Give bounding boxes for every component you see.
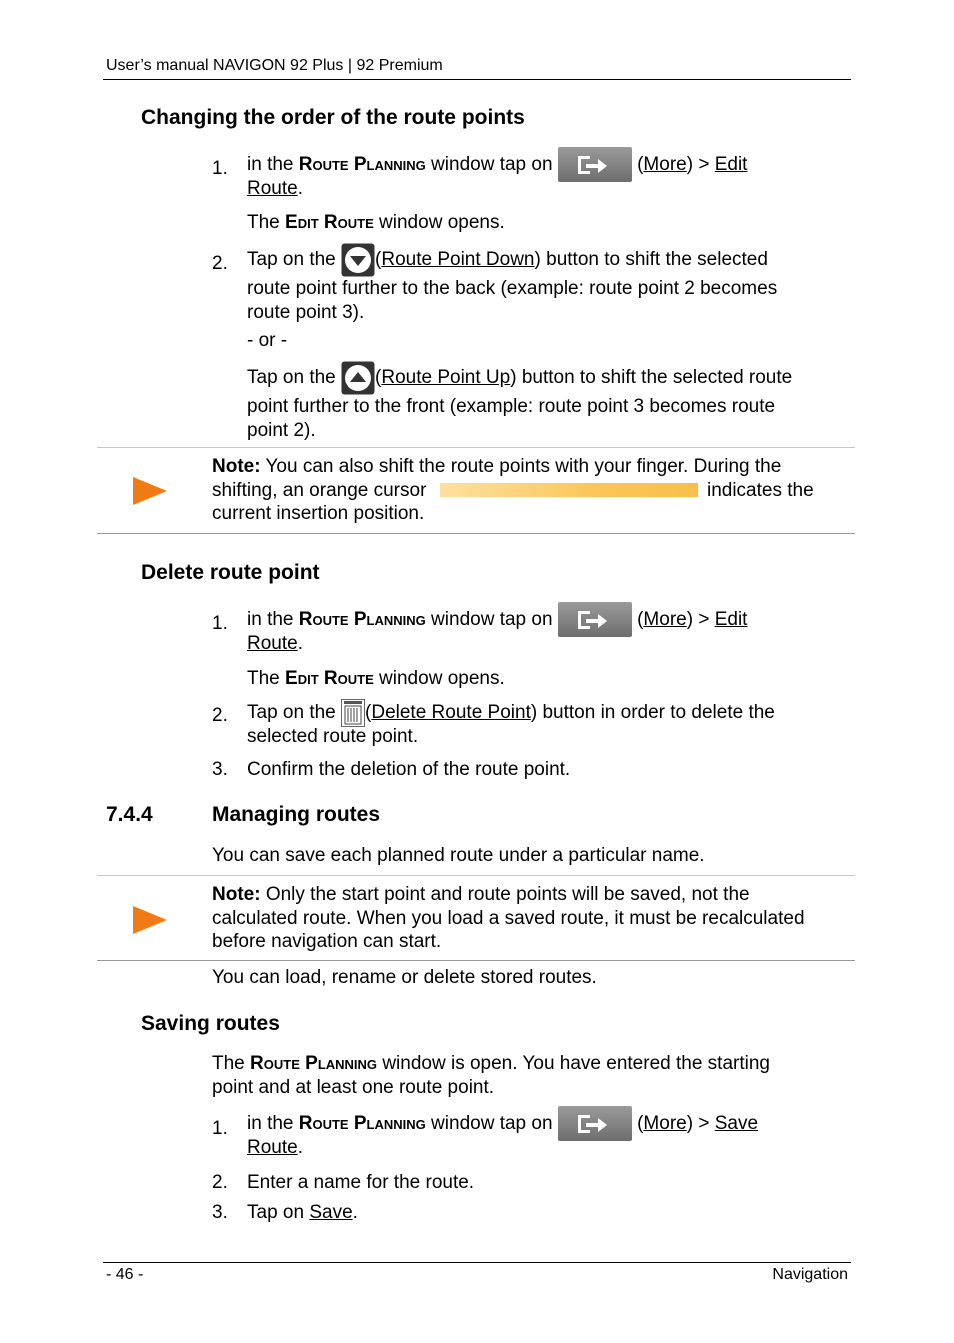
step-number: 1. [212, 158, 228, 179]
running-header: User’s manual NAVIGON 92 Plus | 92 Premium [106, 57, 443, 74]
heading-change-order: Changing the order of the route points [141, 106, 525, 129]
trash-icon[interactable] [341, 699, 365, 727]
footer-section: Navigation [772, 1266, 848, 1283]
route-point-down-link[interactable]: Route Point Down [381, 249, 535, 271]
step-number: 3. [212, 1202, 228, 1223]
step-number: 2. [212, 1172, 228, 1193]
step-edit-route: in the Route Planning window tap on (More) > Edit Route. [247, 602, 847, 656]
managing-intro: You can save each planned route under a particular name. [212, 845, 705, 866]
step-tap-save: Tap on Save. [247, 1202, 358, 1223]
route-link[interactable]: Route [247, 633, 298, 654]
load-rename-text: You can load, rename or delete stored routes. [212, 967, 597, 988]
heading-saving-routes: Saving routes [141, 1012, 280, 1035]
save-link[interactable]: Save [309, 1202, 353, 1223]
footer-rule [103, 1262, 851, 1263]
more-link[interactable]: More [643, 154, 687, 175]
note-arrow-icon [133, 477, 167, 505]
section-number: 7.4.4 [106, 803, 153, 826]
edit-route-opens: The Edit Route window opens. [247, 212, 505, 233]
page-number: - 46 - [106, 1266, 144, 1283]
route-link[interactable]: Route [247, 1137, 298, 1158]
heading-delete-route-point: Delete route point [141, 561, 320, 584]
edit-route-opens: The Edit Route window opens. [247, 668, 505, 689]
note-text: Note: You can also shift the route points with your finger. During the shifting, an orange cursor indicates the current insertion position. [212, 456, 814, 524]
step-confirm-deletion: Confirm the deletion of the route point. [247, 759, 571, 780]
or-separator: - or - [247, 330, 288, 351]
step-edit-route: in the Route Planning window tap on (More) > Edit Route. [247, 147, 847, 201]
step-number: 2. [212, 253, 228, 274]
save-link[interactable]: Save [714, 1113, 759, 1134]
step-route-point-up: Tap on the (Route Point Up) button to shift the selected route point further to the front (example: route point 3 becomes route point 2). [247, 361, 847, 442]
heading-managing-routes: Managing routes [212, 803, 381, 826]
header-rule [103, 79, 851, 80]
route-point-up-link[interactable]: Route Point Up [381, 367, 511, 389]
more-link[interactable]: More [643, 609, 687, 630]
step-number: 1. [212, 1118, 228, 1139]
route-point-up-icon[interactable] [341, 361, 375, 395]
step-number: 1. [212, 613, 228, 634]
saving-intro: The Route Planning window is open. You have entered the starting point and at least one route point. [212, 1053, 770, 1098]
step-enter-name: Enter a name for the route. [247, 1172, 475, 1193]
more-icon [576, 154, 612, 176]
more-link[interactable]: More [643, 1113, 687, 1134]
more-button[interactable] [558, 147, 632, 182]
more-button[interactable] [558, 1106, 632, 1141]
note-arrow-icon [133, 906, 167, 934]
route-point-down-icon[interactable] [341, 243, 375, 277]
step-delete-route-point: Tap on the (Delete Route Point) button in order to delete the selected route point. [247, 698, 847, 749]
edit-link[interactable]: Edit [714, 609, 748, 630]
step-save-route: in the Route Planning window tap on (More) > Save Route. [247, 1106, 847, 1160]
note-text: Note: Only the start point and route points will be saved, not the calculated route. When you load a saved route, it must be recalculated before navigation can start. [212, 884, 805, 952]
step-number: 2. [212, 705, 228, 726]
edit-link[interactable]: Edit [714, 154, 748, 175]
route-link[interactable]: Route [247, 178, 298, 199]
step-number: 3. [212, 759, 228, 780]
note-box [97, 875, 855, 961]
note-box [97, 447, 855, 534]
more-button[interactable] [558, 602, 632, 637]
delete-route-point-link[interactable]: Delete Route Point [371, 702, 531, 723]
step-route-point-down: Tap on the (Route Point Down) button to shift the selected route point further to the back (example: route point 2 becomes route point 3). [247, 243, 847, 324]
orange-cursor-bar [440, 483, 698, 497]
window-name: Route Planning [298, 154, 426, 175]
more-icon [576, 1113, 612, 1135]
more-icon [576, 609, 612, 631]
